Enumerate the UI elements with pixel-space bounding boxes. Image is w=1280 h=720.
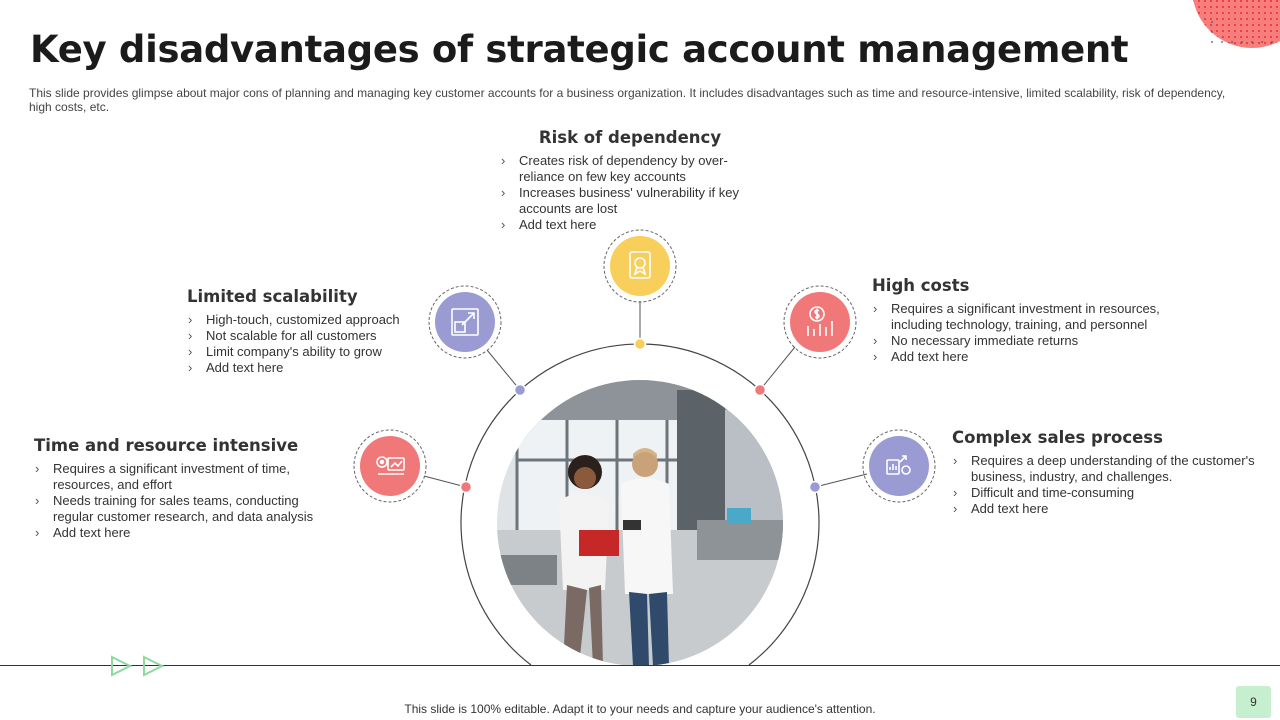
- list-item: › Requires a significant investment of time, resources, and effort: [34, 461, 334, 493]
- connector-costs: [760, 347, 795, 390]
- footer-text: This slide is 100% editable. Adapt it to your needs and capture your audience's attention.: [404, 702, 876, 716]
- block-title-scalability: Limited scalability: [187, 287, 358, 306]
- connector-sales: [815, 474, 867, 487]
- team-photo: [497, 380, 783, 666]
- page-title: Key disadvantages of strategic account management: [30, 28, 1129, 71]
- list-item: › Limit company's ability to grow: [187, 344, 422, 360]
- bullets-costs: [872, 301, 1172, 365]
- list-item: › Add text here: [500, 217, 760, 233]
- list-item: › Add text here: [952, 501, 1262, 517]
- node-time: [354, 430, 426, 502]
- node-scalability: [429, 286, 501, 358]
- node-dependency: [604, 230, 676, 302]
- list-item: › Add text here: [187, 360, 422, 376]
- list-item: › Creates risk of dependency by over-reliance on few key accounts: [500, 153, 760, 185]
- list-item: › Requires a deep understanding of the customer's business, industry, and challenges.: [952, 453, 1262, 485]
- page-subtitle: This slide provides glimpse about major cons of planning and managing key customer accounts for a business organization. It includes disadvantages such as time and resource-intensive, limited scalability, risk of dependency, high costs, etc.: [29, 86, 1226, 114]
- bullets-time: [34, 461, 334, 541]
- list-item: › Requires a significant investment in resources, including technology, training, and personnel: [872, 301, 1172, 333]
- block-title-dependency: Risk of dependency: [538, 128, 722, 147]
- page-number-badge: 9: [1236, 686, 1271, 718]
- block-title-time: Time and resource intensive: [34, 436, 299, 455]
- footer-divider: [0, 665, 1280, 666]
- connector-time: [424, 476, 466, 487]
- arc-dot-sales: [810, 482, 821, 493]
- list-item: › High-touch, customized approach: [187, 312, 422, 328]
- list-item: › No necessary immediate returns: [872, 333, 1172, 349]
- block-costs: [872, 276, 1172, 365]
- bullets-scalability: [187, 312, 422, 376]
- connector-scalability: [487, 350, 520, 390]
- list-item: › Needs training for sales teams, conducting regular customer research, and data analysis: [34, 493, 334, 525]
- block-scalability: [187, 287, 422, 376]
- block-title-sales: Complex sales process: [952, 428, 1163, 447]
- bullets-dependency: [500, 153, 760, 233]
- list-item: › Increases business' vulnerability if key accounts are lost: [500, 185, 760, 217]
- arc-dot-dependency: [635, 339, 646, 350]
- block-sales: [952, 428, 1262, 517]
- block-time: [34, 436, 334, 541]
- list-item: › Add text here: [872, 349, 1172, 365]
- list-item: › Difficult and time-consuming: [952, 485, 1262, 501]
- list-item: › Add text here: [34, 525, 334, 541]
- play-icon: [144, 657, 162, 675]
- arc-dot-costs: [755, 385, 766, 396]
- node-sales: [863, 430, 935, 502]
- play-icon: [112, 657, 130, 675]
- arc-dot-scalability: [515, 385, 526, 396]
- block-dependency: [500, 128, 760, 233]
- block-title-costs: High costs: [872, 276, 970, 295]
- play-icons: [108, 653, 168, 679]
- bullets-sales: [952, 453, 1262, 517]
- list-item: › Not scalable for all customers: [187, 328, 422, 344]
- arc-dot-time: [461, 482, 472, 493]
